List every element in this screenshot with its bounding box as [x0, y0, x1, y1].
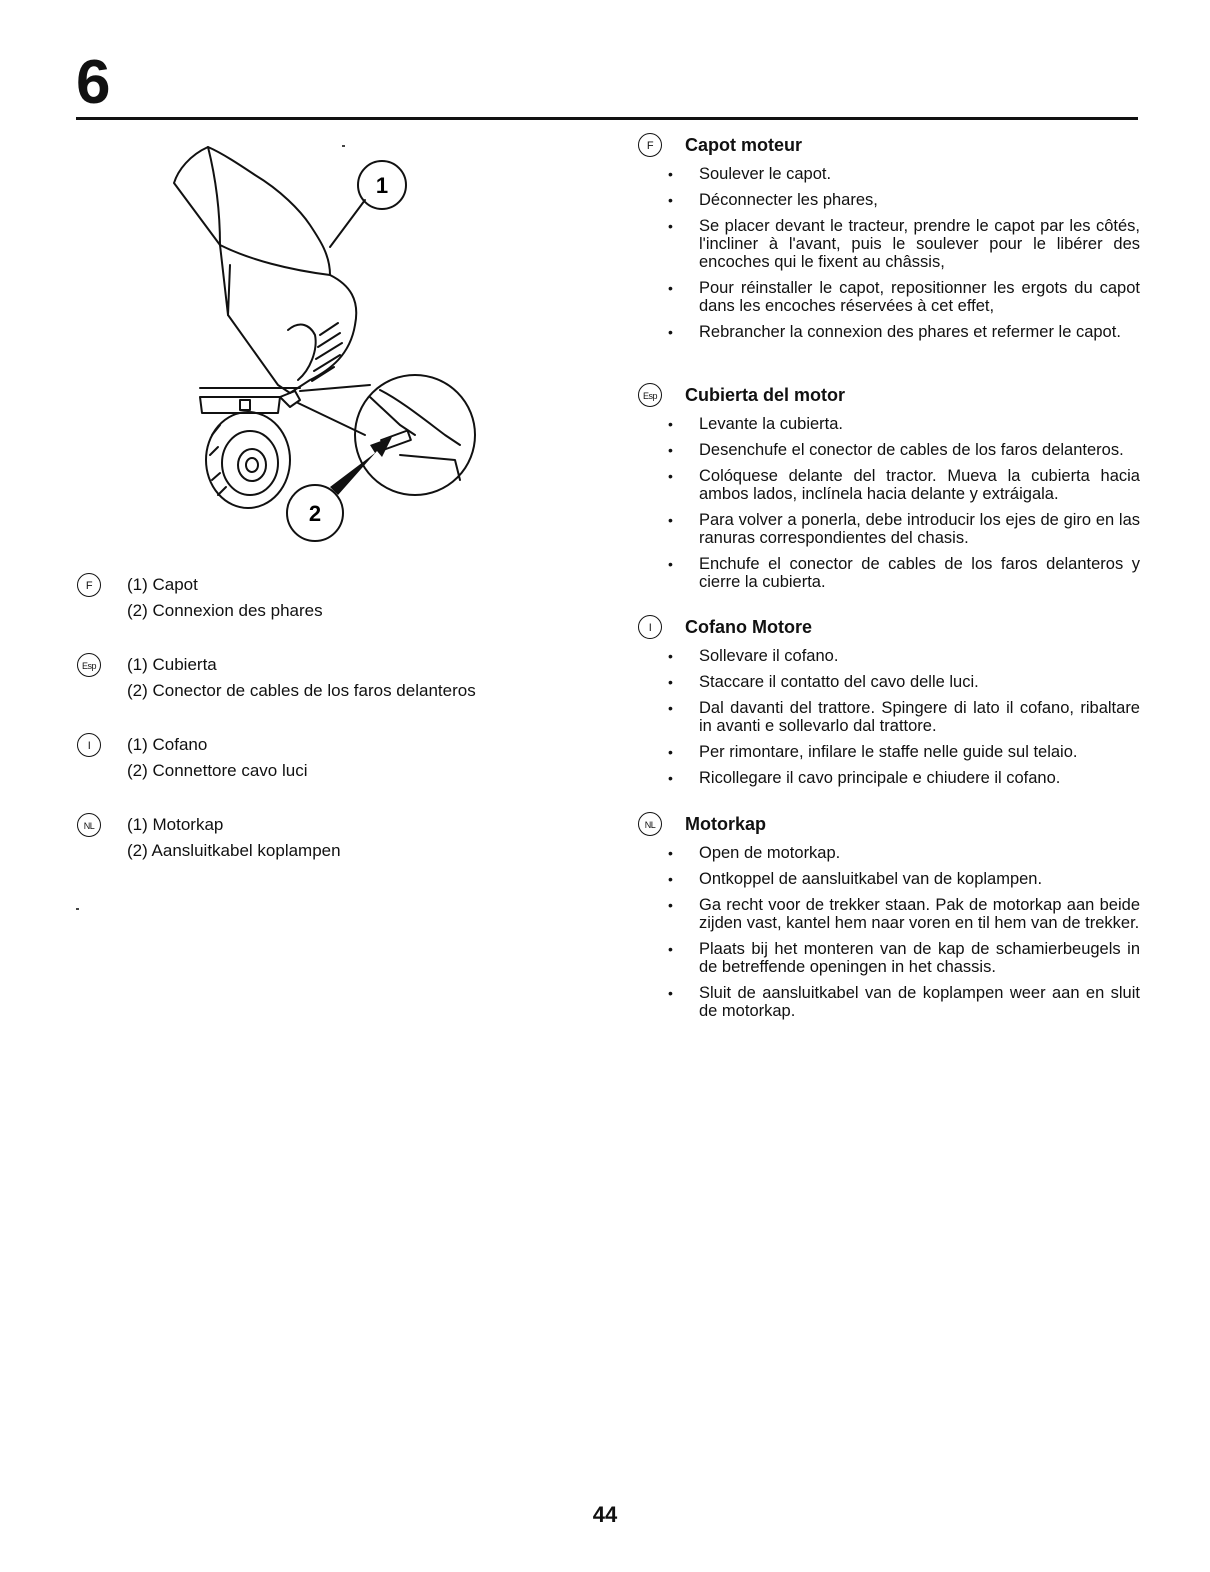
- legend-item: (1) Capot: [127, 575, 198, 594]
- bullet-item: • Rebrancher la connexion des phares et refermer le capot.: [638, 323, 1140, 341]
- bullet-item: • Desenchufe el conector de cables de los faros delanteros.: [638, 441, 1140, 459]
- section-title: Capot moteur: [685, 134, 802, 155]
- section-spanish: [638, 381, 1140, 599]
- bullet-item: • Para volver a ponerla, debe introducir los ejes de giro en las ranuras correspondientes del chasis.: [638, 511, 1140, 547]
- hood-shape: [174, 147, 356, 393]
- section-title: Cofano Motore: [685, 616, 812, 637]
- legend-item: (1) Cubierta: [127, 655, 217, 674]
- bullet-item: • Ontkoppel de aansluitkabel van de koplampen.: [638, 870, 1140, 888]
- bullet-item: • Open de motorkap.: [638, 844, 1140, 862]
- callout-2-label: 2: [308, 501, 322, 526]
- section-french: [638, 131, 1140, 349]
- legend-nl: [77, 812, 537, 864]
- language-nl-icon: NL: [77, 813, 101, 837]
- bullet-item: • Soulever le capot.: [638, 165, 1140, 183]
- page-number: 44: [592, 1502, 618, 1527]
- legend-i: [77, 732, 537, 784]
- legend-item: (1) Cofano: [127, 735, 208, 754]
- scan-speck: [76, 908, 79, 910]
- language-i-icon: I: [638, 615, 662, 639]
- bullet-item: • Levante la cubierta.: [638, 415, 1140, 433]
- bullet-item: • Ga recht voor de trekker staan. Pak de motorkap aan beide zijden vast, kantel hem naar voren en til hem van de trekker.: [638, 896, 1140, 932]
- language-i-icon: I: [77, 733, 101, 757]
- bullet-item: • Staccare il contatto del cavo delle luci.: [638, 673, 1140, 691]
- bullet-item: • Plaats bij het monteren van de kap de schamierbeugels in de betreffende openingen in het chassis.: [638, 940, 1140, 976]
- bullet-item: • Colóquese delante del tractor. Mueva la cubierta hacia ambos lados, inclínela hacia delante y extráigala.: [638, 467, 1140, 503]
- legend-item: (1) Motorkap: [127, 815, 224, 834]
- hood-illustration: [160, 135, 480, 555]
- language-esp-icon: Esp: [638, 383, 662, 407]
- header-rule: [76, 117, 1138, 120]
- section-dutch: [638, 810, 1140, 1028]
- bullet-item: • Pour réinstaller le capot, repositionner les ergots du capot dans les encoches réservées à cet effet,: [638, 279, 1140, 315]
- legend-item: (2) Connexion des phares: [127, 601, 323, 620]
- bullet-item: • Enchufe el conector de cables de los faros delanteros y cierre la cubierta.: [638, 555, 1140, 591]
- language-f-icon: F: [77, 573, 101, 597]
- section-title: Motorkap: [685, 813, 766, 834]
- callout-1-label: 1: [375, 173, 389, 198]
- bullet-item: • Per rimontare, infilare le staffe nelle guide sul telaio.: [638, 743, 1140, 761]
- bullet-item: • Se placer devant le tracteur, prendre le capot par les côtés, l'incliner à l'avant, puis le soulever pour le libérer des encoches qui le fixent au châssis,: [638, 217, 1140, 271]
- language-esp-icon: Esp: [77, 653, 101, 677]
- legend-f: [77, 572, 537, 624]
- language-nl-icon: NL: [638, 812, 662, 836]
- section-title: Cubierta del motor: [685, 384, 846, 405]
- legend-item: (2) Conector de cables de los faros delanteros: [127, 681, 476, 700]
- bullet-item: • Ricollegare il cavo principale e chiudere il cofano.: [638, 769, 1140, 787]
- bullet-item: • Sluit de aansluitkabel van de koplampen weer aan en sluit de motorkap.: [638, 984, 1140, 1020]
- scan-speck: [342, 145, 345, 147]
- bullet-item: • Sollevare il cofano.: [638, 647, 1140, 665]
- legend-item: (2) Aansluitkabel koplampen: [127, 841, 341, 860]
- legend-item: (2) Connettore cavo luci: [127, 761, 308, 780]
- section-italian: [638, 613, 1140, 795]
- language-f-icon: F: [638, 133, 662, 157]
- legend-esp: [77, 652, 537, 704]
- chapter-number: 6: [76, 48, 111, 117]
- bullet-item: • Déconnecter les phares,: [638, 191, 1140, 209]
- bullet-item: • Dal davanti del trattore. Spingere di lato il cofano, ribaltare in avanti e sollevarlo dal trattore.: [638, 699, 1140, 735]
